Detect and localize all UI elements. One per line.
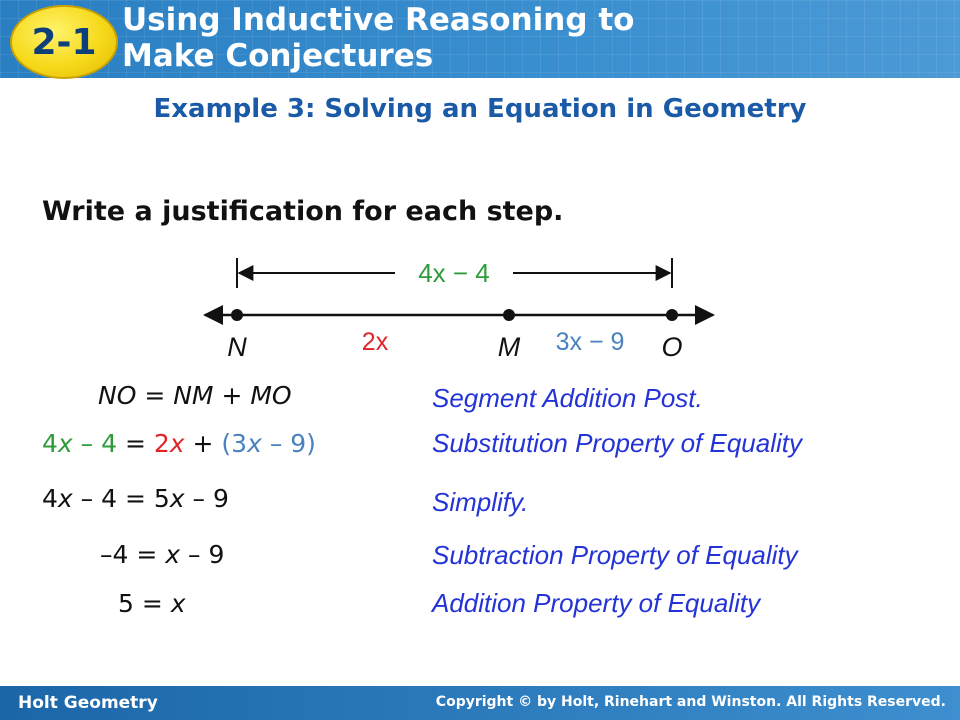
lesson-title bbox=[122, 2, 634, 74]
equation-term: = bbox=[136, 381, 174, 410]
header-banner bbox=[0, 0, 960, 78]
footer-course: Holt Geometry bbox=[18, 693, 158, 713]
step-3-justification: Simplify. bbox=[432, 487, 529, 517]
step-5-justification: Addition Property of Equality bbox=[432, 588, 761, 618]
example-title: Example 3: Solving an Equation in Geometry bbox=[153, 94, 807, 124]
equation-term: – 9) bbox=[261, 429, 316, 458]
label-n: N bbox=[227, 332, 247, 362]
equation-term: x bbox=[247, 429, 262, 458]
label-o: O bbox=[661, 332, 683, 362]
step-1-equation bbox=[98, 381, 292, 410]
equation-term: NO bbox=[98, 381, 137, 410]
equation-term: – 9 bbox=[180, 540, 225, 569]
equation-term: x bbox=[57, 484, 73, 513]
step-1-justification: Segment Addition Post. bbox=[432, 383, 703, 413]
segment-diagram-svg bbox=[191, 244, 729, 376]
equation-term: 4 bbox=[42, 484, 58, 513]
point-m bbox=[503, 309, 515, 321]
step-2-equation bbox=[42, 429, 316, 458]
segment-mo-label: 3x − 9 bbox=[555, 328, 625, 356]
step-4-equation bbox=[100, 540, 224, 569]
footer-bar bbox=[0, 686, 960, 720]
equation-term: –4 = bbox=[100, 540, 166, 569]
lesson-badge: 2-1 bbox=[10, 5, 118, 79]
equation-term: (3 bbox=[221, 429, 248, 458]
equation-term: NM bbox=[173, 381, 214, 410]
equation-term: x bbox=[57, 429, 73, 458]
equation-term: + bbox=[184, 429, 222, 458]
step-5-equation bbox=[118, 589, 186, 618]
equation-term: – 4 = 5 bbox=[72, 484, 170, 513]
lesson-title-line2: Make Conjectures bbox=[122, 38, 434, 74]
equation-term: = bbox=[117, 429, 154, 458]
equation-term: – 4 bbox=[72, 429, 118, 458]
equation-term: + bbox=[213, 381, 251, 410]
point-n bbox=[231, 309, 243, 321]
equation-term: – 9 bbox=[184, 484, 229, 513]
segment-nm-label: 2x bbox=[361, 328, 389, 356]
equation-term: 2 bbox=[153, 429, 170, 458]
label-m: M bbox=[497, 332, 521, 362]
equation-term: x bbox=[169, 484, 185, 513]
instruction-text: Write a justification for each step. bbox=[42, 196, 564, 227]
lesson-title-line1: Using Inductive Reasoning to bbox=[122, 2, 635, 38]
measure-label: 4x − 4 bbox=[418, 258, 490, 288]
footer-copyright: Copyright © by Holt, Rinehart and Winston. All Rights Reserved. bbox=[435, 694, 946, 710]
point-o bbox=[666, 309, 678, 321]
step-3-equation bbox=[42, 484, 229, 513]
equation-term: x bbox=[169, 429, 185, 458]
equation-term: x bbox=[165, 540, 181, 569]
equation-term: 4 bbox=[42, 429, 58, 458]
step-2-justification: Substitution Property of Equality bbox=[432, 428, 802, 458]
equation-term: 5 = bbox=[118, 589, 171, 618]
equation-term: x bbox=[170, 589, 186, 618]
equation-term: MO bbox=[250, 381, 292, 410]
segment-diagram bbox=[191, 244, 729, 376]
step-4-justification: Subtraction Property of Equality bbox=[432, 540, 798, 570]
